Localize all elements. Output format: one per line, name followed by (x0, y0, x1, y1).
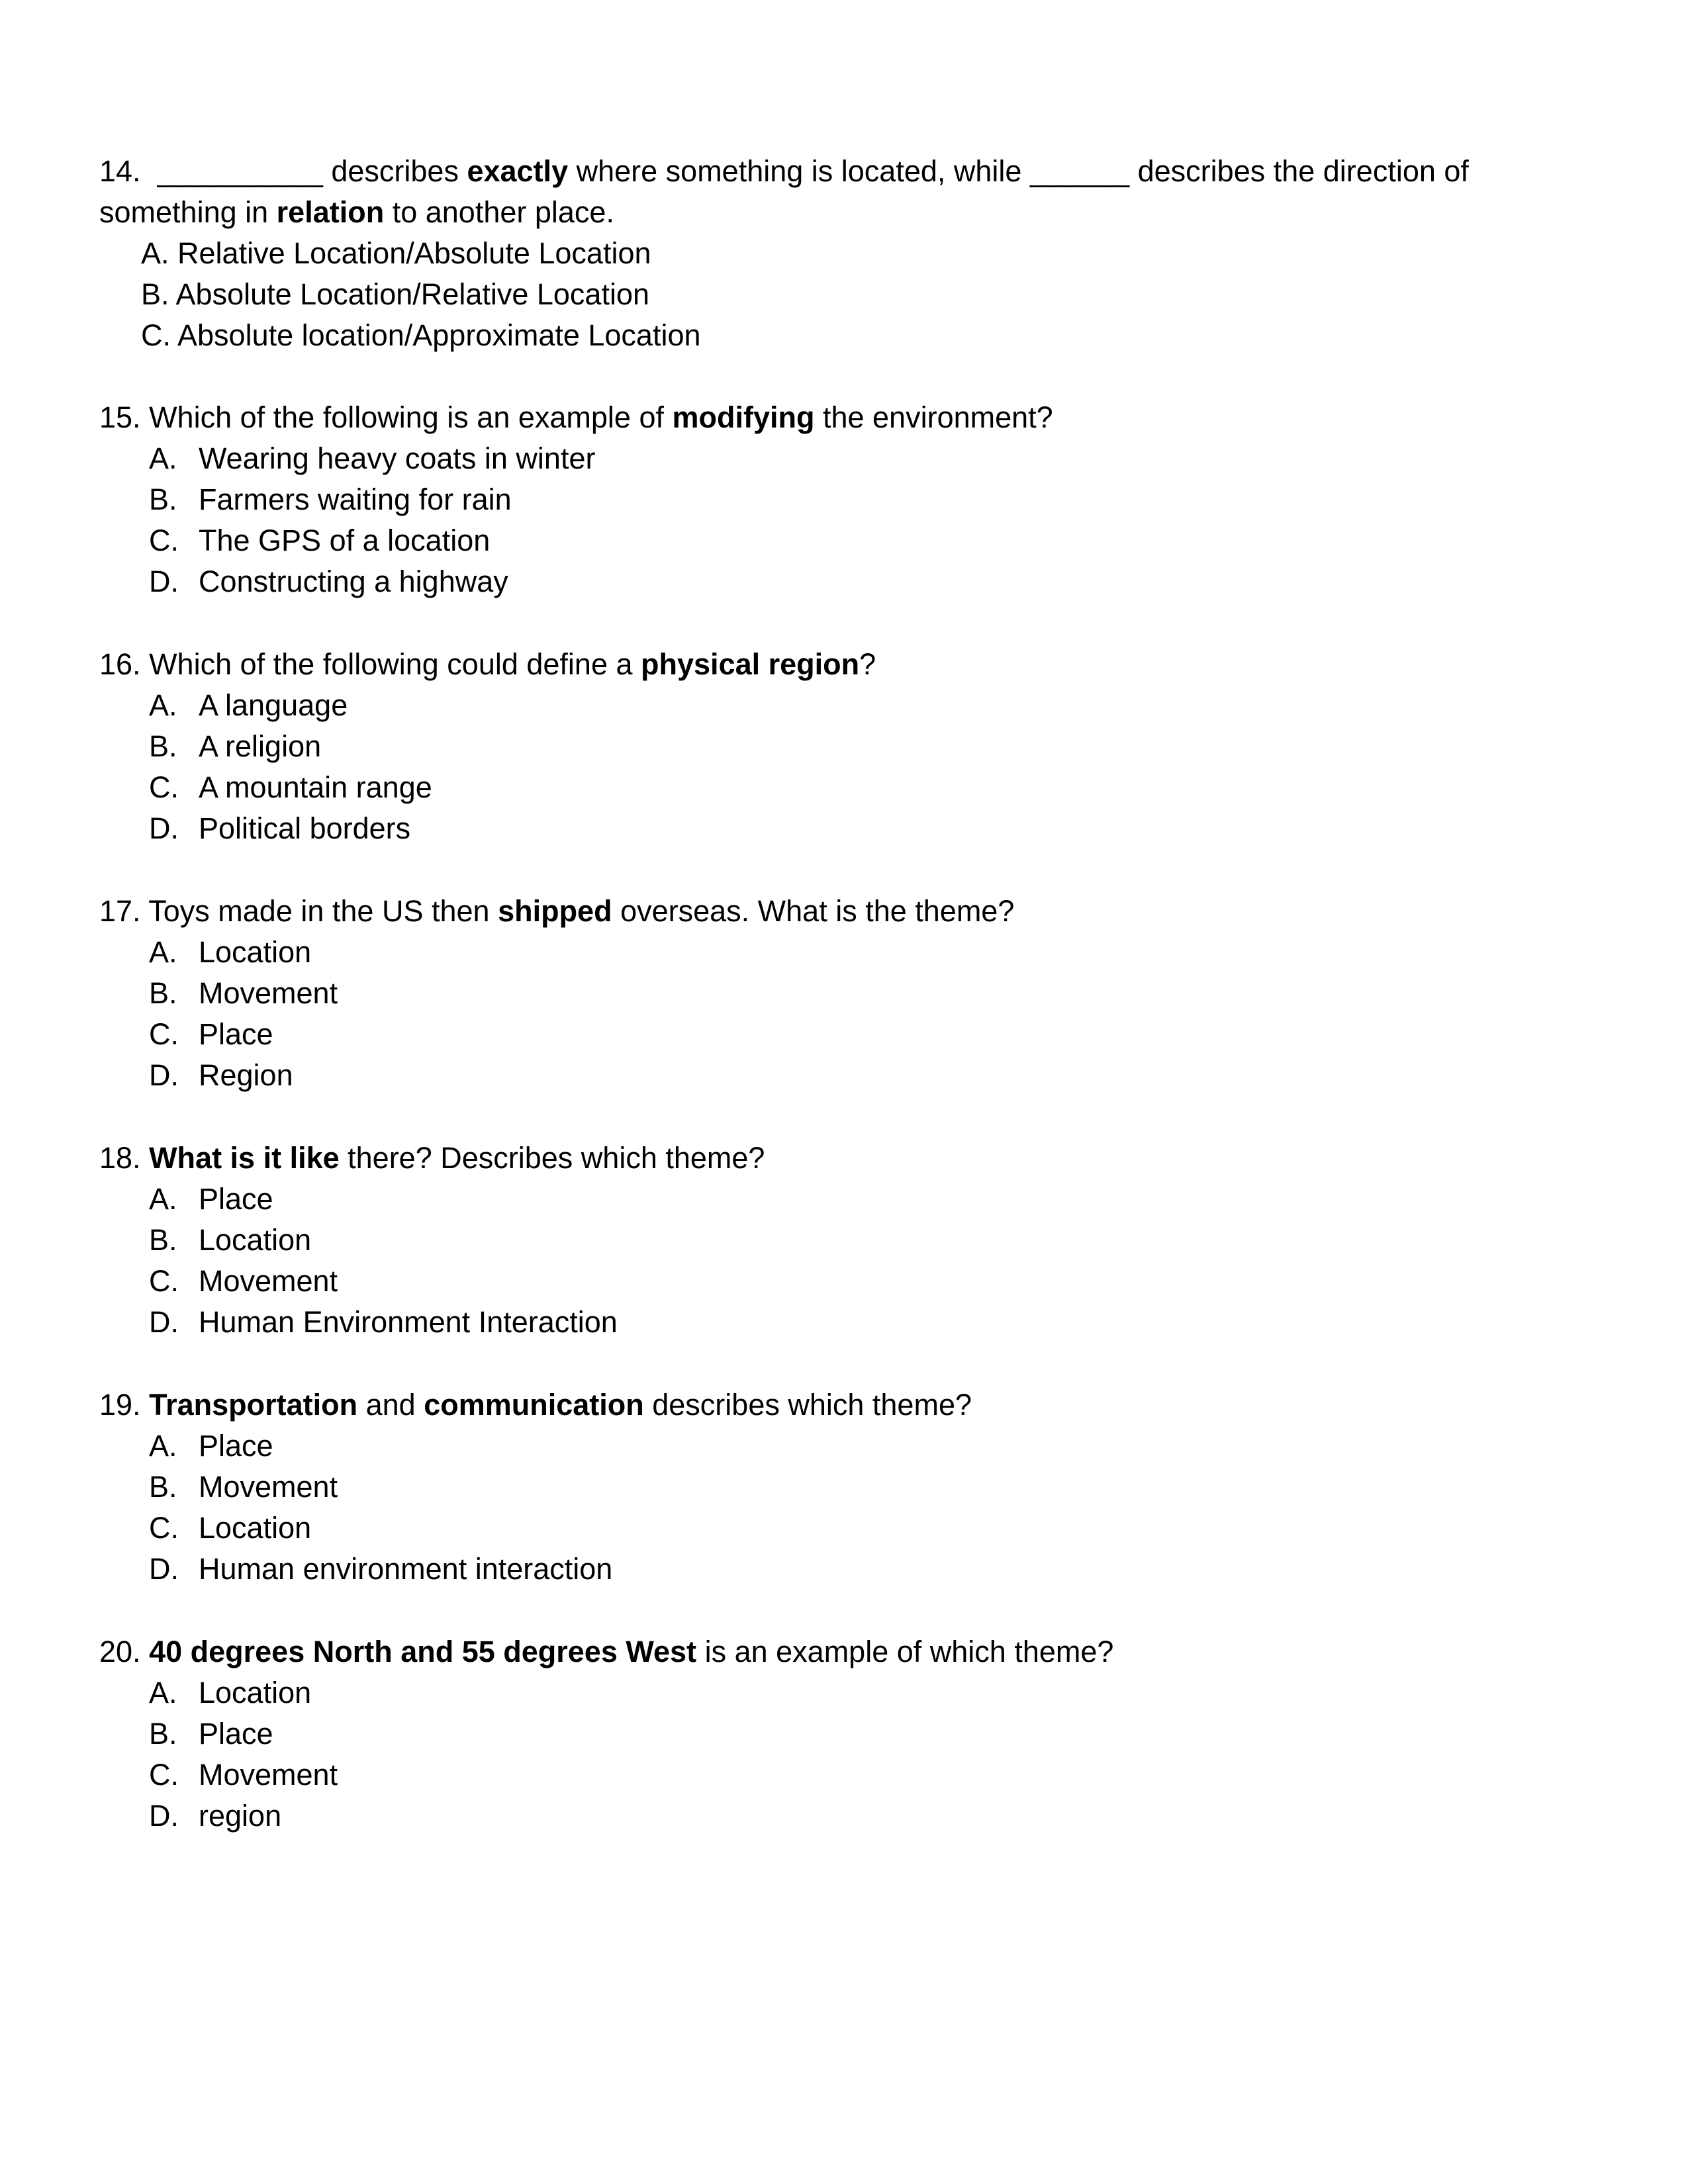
document-page: 14. __________ describes exactly where something is located, while ______ describes the direction of something in relation to another place. A. Relative Location/Absolute Location B. Absolute Location/Relative Location C. Absolute location/Approximate Location 15. Which of the following is an example of modifying the environment? A. Wearing heavy coats in winter B. Farmers waiting for rain C. The GPS of a location D. Constructing a highway 16. Which of the following could define a physical region? A. A language B. A religion C. A mountain range D. Political borders 17. Toys made in the US then shipped overseas. What is the theme? A. Location B. Movement C. Place D. Region 18. What is it like there? Describes which theme? A. Place B. Location C. Movement D. Human Environment Interaction 19. Transportation and communication describes which theme? A. Place B. Movement C. Location D. Human environment interaction 20. 40 degrees North and 55 degrees West is an example of which theme? A. Location B. Place C. Movement D. region (0, 0, 1688, 2184)
blank: __________ (157, 154, 323, 188)
question-20: 20. 40 degrees North and 55 degrees West is an example of which theme? (99, 1635, 1114, 1668)
question-number: 19. (99, 1388, 141, 1422)
option-14b: B. Absolute Location/Relative Location (141, 277, 650, 311)
question-number: 14. (99, 154, 141, 188)
question-15: 15. Which of the following is an example of modifying the environment? (99, 400, 1053, 434)
question-16: 16. Which of the following could define a physical region? (99, 647, 876, 681)
option-14c: C. Absolute location/Approximate Location (141, 318, 701, 352)
question-number: 15. (99, 400, 141, 434)
question-number: 16. (99, 647, 141, 681)
question-17: 17. Toys made in the US then shipped overseas. What is the theme? (99, 894, 1015, 928)
question-number: 18. (99, 1141, 141, 1175)
question-19: 19. Transportation and communication describes which theme? (99, 1388, 972, 1422)
question-18: 18. What is it like there? Describes which theme? (99, 1141, 765, 1175)
blank: ______ (1029, 154, 1130, 188)
option-14a: A. Relative Location/Absolute Location (141, 236, 651, 270)
question-14: 14. __________ describes exactly where something is located, while ______ describes the direction of something in relation to another place. (99, 154, 1469, 229)
question-number: 20. (99, 1635, 141, 1668)
question-number: 17. (99, 894, 141, 928)
